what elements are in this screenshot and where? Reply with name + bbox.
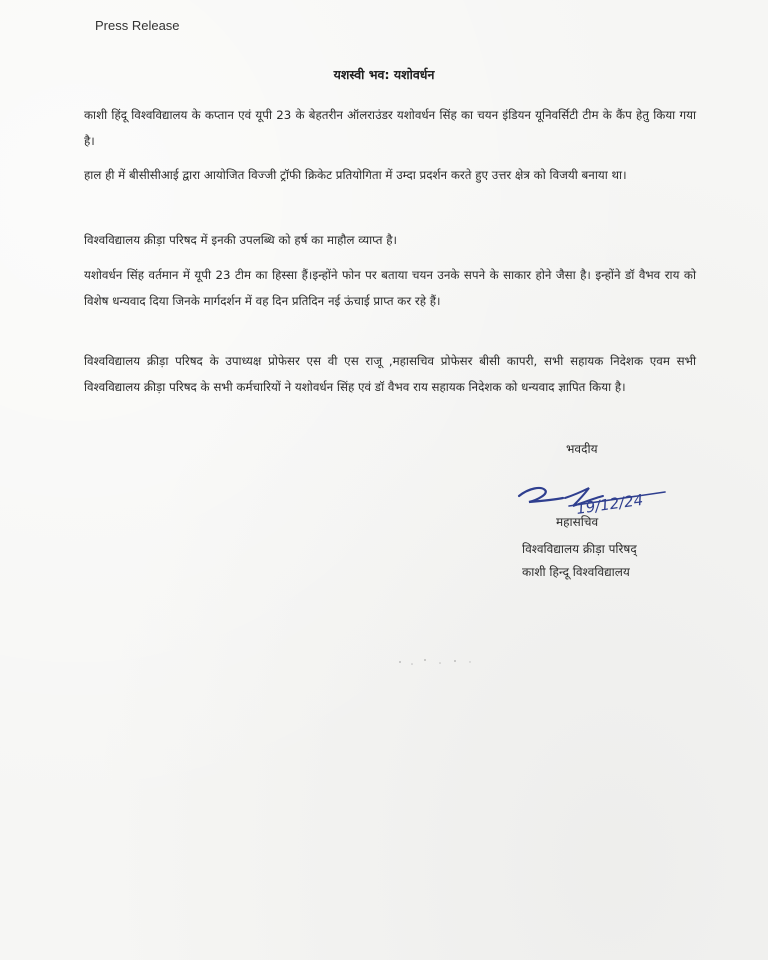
document-title: यशस्वी भव: यशोवर्धन	[333, 67, 435, 82]
signatory-designation: महासचिव	[556, 515, 599, 529]
press-release-label: Press Release	[95, 18, 180, 33]
scan-specks	[380, 650, 740, 710]
paragraph-4: यशोवर्धन सिंह वर्तमान में यूपी 23 टीम का हिस्सा हैं।इन्होंने फोन पर बताया चयन उनके सपने के साकार होने जैसा है। इन्होंने डॉ वैभव राय को विशेष धन्यवाद दिया जिनके मार्गदर्शन में वह दिन प्रतिदिन नई ऊंचाई प्राप्त कर रहे हैं।	[84, 268, 696, 308]
signature-date: 19/12/24	[575, 490, 645, 518]
paragraph-2: हाल ही में बीसीसीआई द्वारा आयोजित विज्जी ट्रॉफी क्रिकेट प्रतियोगिता में उम्दा प्रदर्शन करते हुए उत्तर क्षेत्र को विजयी बनाया था।	[84, 168, 627, 182]
paragraph-1: काशी हिंदू विश्वविद्यालय के कप्तान एवं यूपी 23 के बेहतरीन ऑलराउंडर यशोवर्धन सिंह का चयन इंडियन यूनिवर्सिटी टीम के कैंप हेतु किया गया है।	[84, 108, 696, 148]
closing-salutation: भवदीय	[566, 442, 598, 456]
paragraph-3: विश्वविद्यालय क्रीड़ा परिषद में इनकी उपलब्धि को हर्ष का माहौल व्याप्त है।	[84, 233, 397, 247]
paragraph-5: विश्वविद्यालय क्रीड़ा परिषद के उपाध्यक्ष प्रोफेसर एस वी एस राजू ,महासचिव प्रोफेसर बीसी कापरी, सभी सहायक निदेशक एवम सभी विश्वविद्यालय क्रीड़ा परिषद के सभी कर्मचारियों ने यशोवर्धन सिंह एवं डॉ वैभव राय सहायक निदेशक को धन्यवाद ज्ञापित किया है।	[84, 354, 696, 394]
organization-line-1: विश्वविद्यालय क्रीड़ा परिषद्	[522, 542, 637, 556]
organization-line-2: काशी हिन्दू विश्वविद्यालय	[522, 565, 630, 579]
handwritten-signature	[515, 476, 685, 526]
signatory-organization	[522, 538, 637, 584]
